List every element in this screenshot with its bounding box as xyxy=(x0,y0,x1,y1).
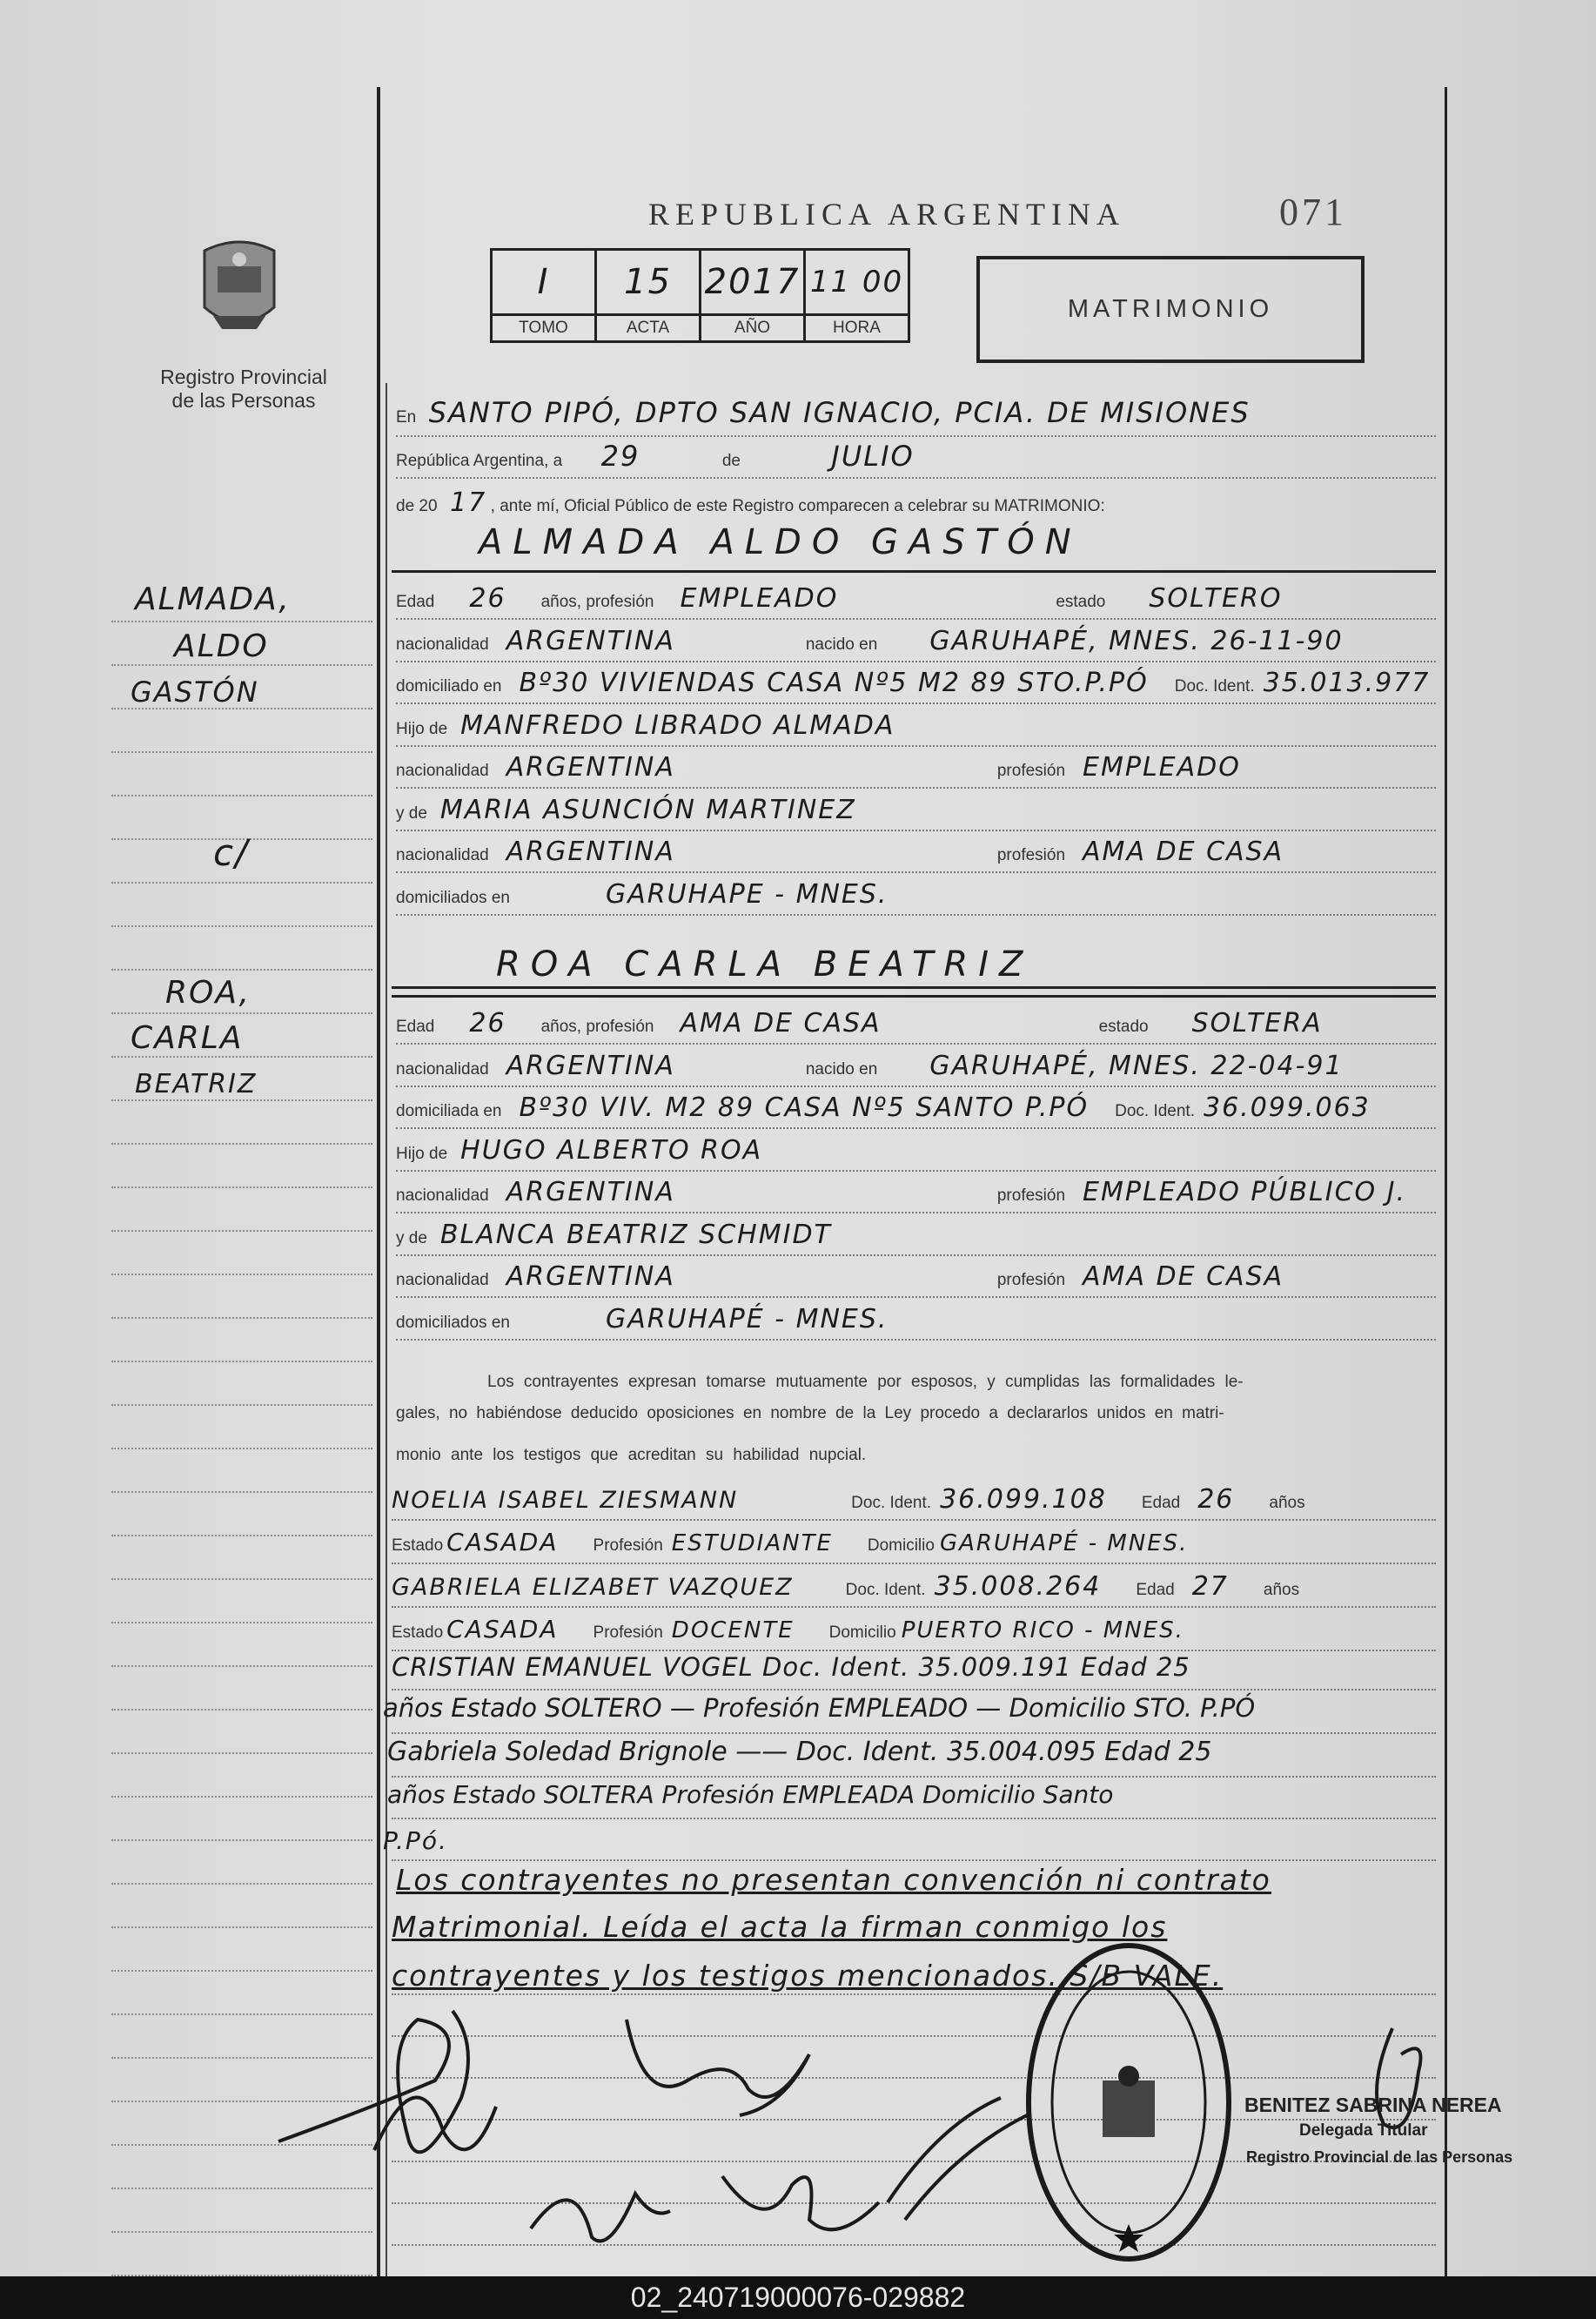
bride-field-value: GARUHAPÉ, MNES. 22-04-91 xyxy=(929,1050,1344,1081)
anio-label: AÑO xyxy=(701,315,805,342)
province-seal-icon xyxy=(187,233,292,342)
signature-groom-icon xyxy=(270,1976,557,2185)
field-dots xyxy=(396,1254,1436,1256)
field-label: Edad xyxy=(1136,1581,1175,1599)
acta-label: ACTA xyxy=(596,315,701,342)
groom-row xyxy=(396,583,1436,622)
field-label: años xyxy=(1263,1581,1300,1599)
field-label: domiciliados en xyxy=(396,888,510,907)
witness-4-dots-1 xyxy=(392,1776,1436,1778)
bride-field-value: ARGENTINA xyxy=(506,1177,675,1207)
tomo-label: TOMO xyxy=(492,315,596,342)
margin-ruled-line xyxy=(111,1926,372,1928)
bride-name-rule xyxy=(392,995,1436,998)
field-label: Edad xyxy=(396,1018,435,1036)
groom-field-value: 35.013.977 xyxy=(1263,668,1431,698)
field-label: años, profesión xyxy=(540,1018,654,1036)
margin-ruled-line xyxy=(111,750,372,753)
witness-4-dots-2 xyxy=(392,1818,1436,1819)
field-dots xyxy=(392,1606,1436,1608)
margin-ruled-line xyxy=(111,1447,372,1449)
field-dots xyxy=(396,1086,1436,1087)
witness-doc: 35.008.264 xyxy=(934,1571,1102,1602)
margin-connector: c/ xyxy=(213,831,250,874)
field-dots xyxy=(396,1127,1436,1129)
bride-row xyxy=(396,1261,1436,1300)
document-code: 02_240719000076-029882 xyxy=(0,2276,1596,2319)
witness-name: NOELIA ISABEL ZIESMANN xyxy=(392,1487,739,1514)
field-label: nacionalidad xyxy=(396,762,489,780)
witness-3-line-1: CRISTIAN EMANUEL VOGEL Doc. Ident. 35.009.191 Edad 25 xyxy=(392,1652,1190,1682)
groom-name-rule xyxy=(392,570,1436,573)
witness-row xyxy=(392,1571,1436,1610)
bride-field-value: 36.099.063 xyxy=(1203,1092,1371,1123)
witness-4-line-2: años Estado SOLTERA Profesión EMPLEADA Domicilio Santo xyxy=(387,1780,1114,1809)
right-border-line xyxy=(1445,87,1447,2276)
hora-label: HORA xyxy=(805,315,909,342)
field-label: Domicilio xyxy=(828,1623,896,1642)
intro-line-dots xyxy=(396,435,1436,437)
field-label: profesión xyxy=(996,1186,1066,1205)
witness-4-line-1: Gabriela Soledad Brignole —— Doc. Ident. 35.004.095 Edad 25 xyxy=(387,1737,1212,1767)
bride-field-value: EMPLEADO PÚBLICO J. xyxy=(1083,1177,1407,1207)
witness-3-line-2: años Estado SOLTERO — Profesión EMPLEADO — Domicilio STO. P.PÓ xyxy=(383,1693,1256,1723)
signature-bride-icon xyxy=(609,2002,835,2133)
official-name: BENITEZ SABRINA NEREA xyxy=(1244,2094,1502,2116)
field-label: años xyxy=(1269,1494,1305,1512)
hora-value: 11 00 xyxy=(805,250,909,315)
field-label: Edad xyxy=(1141,1494,1181,1512)
field-label: Estado xyxy=(392,1623,444,1642)
margin-ruled-line xyxy=(111,1969,372,1972)
margin-bride-surname: ROA, xyxy=(165,975,251,1011)
bride-row xyxy=(396,1304,1436,1342)
witness-status: CASADA xyxy=(446,1615,559,1643)
groom-full-name: ALMADA ALDO GASTÓN xyxy=(479,522,1082,562)
bride-row xyxy=(396,1092,1436,1131)
witness-age: 26 xyxy=(1197,1484,1235,1515)
field-dots xyxy=(396,1043,1436,1045)
groom-field-value: MANFREDO LIBRADO ALMADA xyxy=(460,709,895,741)
groom-row xyxy=(396,710,1436,749)
field-dots xyxy=(396,661,1436,662)
groom-field-value: ARGENTINA xyxy=(506,837,675,867)
witness-row xyxy=(392,1484,1436,1522)
signature-witness-c-icon xyxy=(870,2072,1044,2228)
bride-name-rule-top xyxy=(392,986,1436,989)
witness-profession: ESTUDIANTE xyxy=(671,1530,833,1556)
margin-groom-middle: GASTÓN xyxy=(131,676,259,709)
closing-line-2: Matrimonial. Leída el acta la firman conmigo los xyxy=(392,1910,1168,1944)
field-label: estado xyxy=(1056,593,1106,611)
bride-field-value: ARGENTINA xyxy=(506,1050,675,1081)
field-label: Edad xyxy=(396,593,435,611)
groom-row xyxy=(396,752,1436,790)
margin-ruled-line xyxy=(111,1882,372,1885)
margin-ruled-line xyxy=(111,1273,372,1275)
witness-address: PUERTO RICO - MNES. xyxy=(901,1617,1184,1643)
legal-text-line-1: Los contrayentes expresan tomarse mutuamente por esposos, y cumplidas las formalidades le- xyxy=(487,1373,1244,1391)
field-label: nacionalidad xyxy=(396,1271,489,1289)
margin-ruled-line xyxy=(111,1316,372,1319)
margin-ruled-line xyxy=(111,1490,372,1493)
place-value: SANTO PIPÓ, DPTO SAN IGNACIO, PCIA. DE MISIONES xyxy=(428,396,1251,429)
field-label: Hijo de xyxy=(396,1144,448,1163)
field-dots xyxy=(396,1296,1436,1298)
groom-field-value: AMA DE CASA xyxy=(1083,837,1284,867)
groom-field-value: MARIA ASUNCIÓN MARTINEZ xyxy=(439,794,856,825)
groom-field-value: EMPLEADO xyxy=(1083,752,1241,783)
bride-field-value: SOLTERA xyxy=(1191,1008,1323,1039)
margin-ruled-line xyxy=(111,1229,372,1232)
field-label: Domicilio xyxy=(867,1536,935,1555)
field-label: nacido en xyxy=(805,1059,878,1079)
field-dots xyxy=(396,745,1436,747)
bride-field-value: ARGENTINA xyxy=(506,1261,675,1292)
year-value: 17 xyxy=(450,487,487,518)
tomo-value: I xyxy=(492,250,596,315)
bride-row xyxy=(396,1135,1436,1173)
field-dots xyxy=(396,702,1436,704)
field-dots xyxy=(396,871,1436,873)
margin-ruled-line xyxy=(111,620,372,622)
field-dots xyxy=(396,1339,1436,1341)
witness-row xyxy=(392,1528,1436,1566)
groom-row xyxy=(396,626,1436,664)
groom-field-value: GARUHAPÉ, MNES. 26-11-90 xyxy=(929,625,1344,656)
field-dots xyxy=(396,618,1436,620)
margin-ruled-line xyxy=(111,1664,372,1667)
intro-line-place: En SANTO PIPÓ, DPTO SAN IGNACIO, PCIA. DE MISIONES xyxy=(396,396,1251,429)
field-dots xyxy=(392,1563,1436,1564)
field-label: profesión xyxy=(996,762,1066,780)
witness-doc: 36.099.108 xyxy=(940,1484,1107,1515)
margin-ruled-line xyxy=(111,1621,372,1623)
groom-field-value: EMPLEADO xyxy=(680,583,839,614)
signature-witness-a-icon xyxy=(522,2159,679,2263)
witness-address: GARUHAPÉ - MNES. xyxy=(939,1530,1189,1556)
margin-ruled-line xyxy=(111,1708,372,1711)
margin-groom-name: ALDO xyxy=(174,628,269,664)
act-type-box: MATRIMONIO xyxy=(976,256,1365,363)
signature-witness-b-icon xyxy=(714,2150,888,2255)
intro-line-date: República Argentina, a 29 de JULIO xyxy=(396,440,915,473)
groom-field-value: ARGENTINA xyxy=(506,625,675,656)
field-label: nacionalidad xyxy=(396,1059,489,1079)
groom-row xyxy=(396,837,1436,875)
margin-ruled-line xyxy=(111,1360,372,1362)
field-label: y de xyxy=(396,1228,427,1247)
bride-row xyxy=(396,1220,1436,1258)
witness-name: GABRIELA ELIZABET VAZQUEZ xyxy=(392,1574,794,1601)
margin-ruled-line xyxy=(111,2187,372,2189)
groom-field-value: Bº30 VIVIENDAS CASA Nº5 M2 89 STO.P.PÓ xyxy=(519,668,1149,698)
witness-age: 27 xyxy=(1191,1571,1229,1602)
field-label: nacionalidad xyxy=(396,635,489,654)
official-title: Delegada Titular xyxy=(1299,2121,1428,2140)
month-value: JULIO xyxy=(831,440,915,473)
margin-ruled-line xyxy=(111,1403,372,1406)
acta-value: 15 xyxy=(596,250,701,315)
field-label: Profesión xyxy=(593,1536,663,1555)
field-label: Estado xyxy=(392,1536,444,1555)
groom-row xyxy=(396,879,1436,918)
margin-ruled-line xyxy=(111,1534,372,1536)
field-label: profesión xyxy=(996,846,1066,864)
country-title: REPUBLICA ARGENTINA xyxy=(648,197,1126,232)
field-label: domiciliado en xyxy=(396,677,502,696)
field-label: Doc. Ident. xyxy=(851,1494,932,1512)
margin-border-line xyxy=(377,87,380,2276)
field-dots xyxy=(396,1170,1436,1172)
closing-line-1: Los contrayentes no presentan convención ni contrato xyxy=(396,1863,1271,1897)
field-dots xyxy=(392,1650,1436,1651)
intro-line-year: de 20 17 , ante mí, Oficial Público de este Registro comparecen a celebrar su MATRIMONIO: xyxy=(396,487,1105,518)
intro-line-dots-2 xyxy=(396,477,1436,479)
margin-ruled-line xyxy=(111,1142,372,1145)
margin-ruled-line xyxy=(111,1838,372,1841)
folio-number: 071 xyxy=(1279,191,1347,233)
margin-bride-name: CARLA xyxy=(131,1020,244,1056)
field-label: Doc. Ident. xyxy=(1174,677,1255,696)
groom-field-value: SOLTERO xyxy=(1149,583,1283,614)
field-label: profesión xyxy=(996,1271,1066,1289)
bride-field-value: Bº30 VIV. M2 89 CASA Nº5 SANTO P.PÓ xyxy=(519,1092,1090,1123)
field-label: Profesión xyxy=(593,1623,663,1642)
anio-value: 2017 xyxy=(701,250,805,315)
field-label: años, profesión xyxy=(540,593,654,611)
witness-3-dots-1 xyxy=(392,1689,1436,1691)
field-label: Doc. Ident. xyxy=(845,1581,926,1599)
margin-ruled-line xyxy=(111,794,372,797)
bride-field-value: AMA DE CASA xyxy=(1083,1261,1284,1292)
groom-field-value: ARGENTINA xyxy=(506,752,675,783)
field-dots xyxy=(392,1519,1436,1521)
witness-row xyxy=(392,1615,1436,1653)
field-label: Hijo de xyxy=(396,719,448,738)
act-header-table xyxy=(490,248,910,343)
field-dots xyxy=(396,830,1436,831)
field-label: y de xyxy=(396,803,427,823)
field-label: nacionalidad xyxy=(396,846,489,864)
margin-bride-middle: BEATRIZ xyxy=(135,1069,258,1099)
groom-field-value: GARUHAPE - MNES. xyxy=(605,878,889,910)
bride-field-value: GARUHAPÉ - MNES. xyxy=(605,1303,889,1334)
witness-4-line-3: P.Pó. xyxy=(383,1826,448,1855)
bride-row xyxy=(396,1177,1436,1215)
legal-text-line-2: gales, no habiéndose deducido oposiciones en nombre de la Ley procedo a declararlos unidos en matri- xyxy=(396,1404,1224,1422)
margin-ruled-line xyxy=(111,1186,372,1188)
registry-stamp-icon xyxy=(1023,1937,1236,2268)
field-label: Doc. Ident. xyxy=(1115,1102,1195,1120)
field-label: estado xyxy=(1098,1018,1149,1036)
margin-ruled-line xyxy=(111,2230,372,2233)
bride-field-value: HUGO ALBERTO ROA xyxy=(460,1134,763,1166)
groom-row xyxy=(396,668,1436,706)
official-office: Registro Provincial de las Personas xyxy=(1246,2148,1513,2166)
field-label: nacionalidad xyxy=(396,1186,489,1205)
field-dots xyxy=(396,1212,1436,1213)
legal-text-line-3: monio ante los testigos que acreditan su habilidad nupcial. xyxy=(396,1446,867,1464)
intro-statement: , ante mí, Oficial Público de este Registro comparecen a celebrar su MATRIMONIO: xyxy=(490,497,1105,515)
bride-field-value: 26 xyxy=(469,1008,506,1039)
margin-ruled-line xyxy=(111,924,372,927)
witness-status: CASADA xyxy=(446,1528,559,1556)
margin-ruled-line xyxy=(111,1577,372,1580)
bride-row xyxy=(396,1051,1436,1089)
witness-3-dots-2 xyxy=(392,1732,1436,1734)
groom-field-value: 26 xyxy=(469,583,506,614)
margin-ruled-line xyxy=(111,1012,372,1014)
day-value: 29 xyxy=(600,440,640,473)
registry-name: Registro Provincial de las Personas xyxy=(160,366,327,412)
margin-ruled-line xyxy=(111,968,372,971)
bride-full-name: ROA CARLA BEATRIZ xyxy=(496,944,1034,985)
margin-groom-surname: ALMADA, xyxy=(135,581,291,617)
field-label: domiciliada en xyxy=(396,1102,502,1120)
groom-row xyxy=(396,795,1436,833)
field-label: nacido en xyxy=(805,635,878,654)
field-label: domiciliados en xyxy=(396,1313,510,1332)
margin-ruled-line xyxy=(111,1751,372,1754)
closing-dots-0 xyxy=(392,1859,1436,1861)
witness-profession: DOCENTE xyxy=(671,1617,795,1643)
bride-row xyxy=(396,1008,1436,1046)
bride-field-value: AMA DE CASA xyxy=(680,1008,882,1039)
margin-ruled-line xyxy=(111,881,372,884)
closing-line-3: contrayentes y los testigos mencionados. S/B VALE. xyxy=(392,1959,1224,1993)
field-dots xyxy=(396,787,1436,789)
margin-ruled-line xyxy=(111,1795,372,1798)
field-dots xyxy=(396,914,1436,916)
bride-field-value: BLANCA BEATRIZ SCHMIDT xyxy=(439,1219,832,1250)
